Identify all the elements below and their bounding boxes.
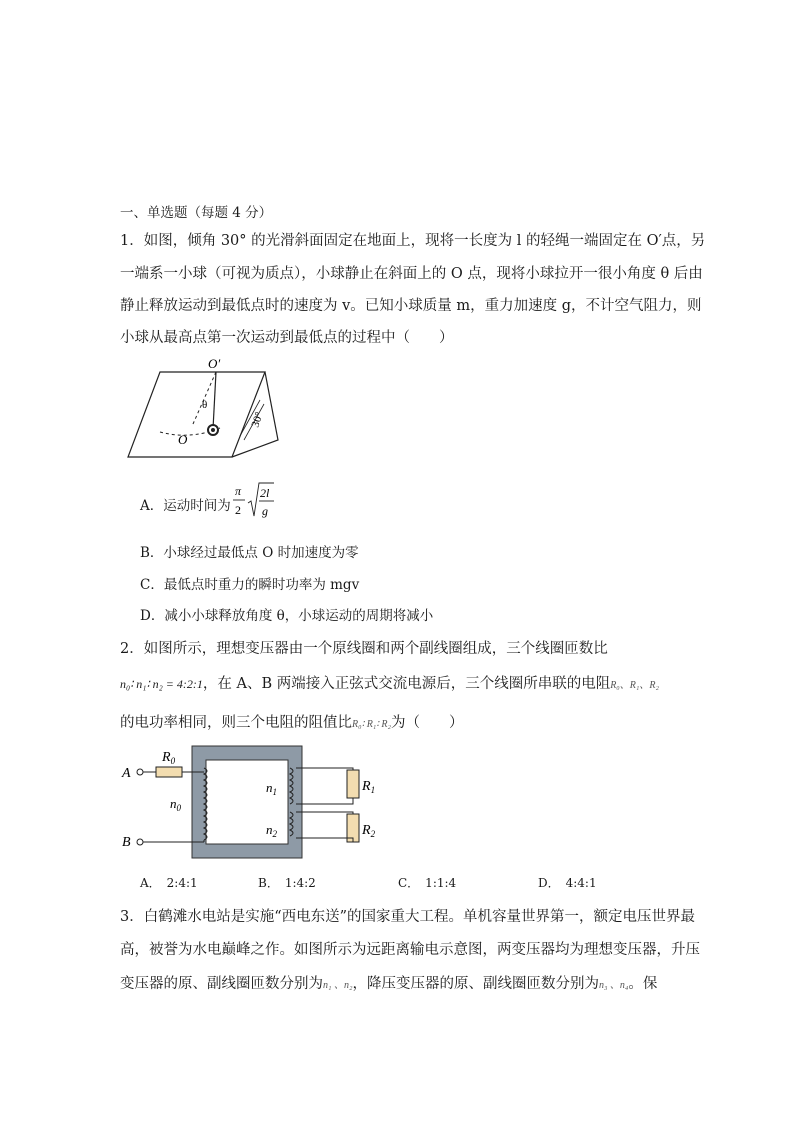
q2-label-r1: $R_1$ bbox=[362, 779, 376, 795]
q2-label-r0: $R_0$ bbox=[162, 750, 176, 766]
formula-two: 2 bbox=[235, 503, 241, 517]
q2-option-a[interactable]: A． 2:4:1 bbox=[140, 876, 198, 890]
q3-line-2: 高，被誉为水电巅峰之作。如图所示为远距离输电示意图，两变压器均为理想变压器，升压 bbox=[120, 942, 700, 958]
q2-label-n0: $n_0$ bbox=[170, 796, 181, 813]
q2-option-b[interactable]: B． 1:4:2 bbox=[258, 876, 316, 890]
q2-line-1: 2．如图所示，理想变压器由一个原线圈和两个副线圈组成，三个线圈匝数比 bbox=[120, 641, 608, 657]
formula-pi: π bbox=[235, 484, 242, 498]
q2-ratio-small: R₀∶ R₁∶ R₂ bbox=[352, 719, 391, 730]
q3-n3-n4-small: n₃ 、n₄ bbox=[598, 980, 629, 991]
formula-2l: 2l bbox=[260, 486, 270, 500]
q2-option-d[interactable]: D． 4:4:1 bbox=[538, 876, 597, 890]
q2-turns-ratio: n₀∶ n₁∶ n₂ = 4:2:1 bbox=[120, 677, 203, 691]
q1-option-b[interactable]: B．小球经过最低点 O 时加速度为零 bbox=[140, 545, 359, 561]
q1-label-o: O bbox=[178, 432, 188, 447]
q1-label-angle: 30° bbox=[249, 410, 266, 429]
q1-option-c[interactable]: C．最低点时重力的瞬时功率为 mgv bbox=[140, 577, 360, 593]
q2-line-3-text1: 的电功率相同，则三个电阻的阻值比 bbox=[120, 715, 352, 731]
q1-line-3: 静止释放运动到最低点时的速度为 v。已知小球质量 m，重力加速度 g，不计空气阻力，则 bbox=[120, 298, 702, 314]
q1-option-a-formula bbox=[230, 479, 276, 523]
q2-label-n2: $n_2$ bbox=[266, 822, 277, 839]
q1-option-a-text: A．运动时间为 bbox=[140, 498, 231, 514]
q2-label-n1: $n_1$ bbox=[266, 780, 277, 797]
q2-transformer-figure bbox=[118, 742, 388, 864]
q2-line-2-text: ，在 A、B 两端接入正弦式交流电源后，三个线圈所串联的电阻 bbox=[202, 676, 611, 692]
q2-resistors-small: R₀、R₁、R₂ bbox=[610, 680, 659, 691]
q2-terminal-a: A bbox=[122, 766, 131, 781]
formula-g: g bbox=[262, 504, 268, 518]
q2-line-3-text2: 为（ ） bbox=[390, 715, 464, 731]
q1-line-1: 1．如图，倾角 30° 的光滑斜面固定在地面上，现将一长度为 l 的轻绳一端固定在 O′点，另 bbox=[120, 233, 706, 249]
q3-line-3-text3: 。保 bbox=[628, 976, 658, 992]
q1-label-theta: θ bbox=[202, 399, 208, 411]
q1-label-o-prime: O′ bbox=[208, 356, 221, 371]
q1-line-2: 一端系一小球（可视为质点），小球静止在斜面上的 O 点，现将小球拉开一很小角度 θ 后由 bbox=[120, 266, 703, 282]
q2-label-r2: $R_2$ bbox=[362, 823, 376, 839]
q3-line-3-text2: ，降压变压器的原、副线圈匝数分别为 bbox=[352, 976, 599, 992]
q2-terminal-b: B bbox=[122, 835, 131, 850]
q1-line-4: 小球从最高点第一次运动到最低点的过程中（ ） bbox=[120, 330, 454, 346]
q3-line-1: 3．白鹤滩水电站是实施“西电东送”的国家重大工程。单机容量世界第一，额定电压世界最 bbox=[120, 909, 696, 925]
q2-line-2 bbox=[120, 672, 659, 693]
q1-option-d[interactable]: D．减小小球释放角度 θ，小球运动的周期将减小 bbox=[140, 608, 434, 624]
q3-line-3 bbox=[120, 972, 657, 993]
q1-option-a[interactable] bbox=[140, 494, 231, 514]
q2-option-c[interactable]: C． 1:1:4 bbox=[398, 876, 457, 890]
q3-n1-n2-small: n₁ 、n₂ bbox=[323, 980, 353, 991]
section-heading: 一、单选题（每题 4 分） bbox=[120, 205, 273, 221]
q3-line-3-text1: 变压器的原、副线圈匝数分别为 bbox=[120, 976, 323, 992]
q2-line-3 bbox=[120, 711, 463, 732]
q1-incline-figure bbox=[120, 352, 280, 467]
